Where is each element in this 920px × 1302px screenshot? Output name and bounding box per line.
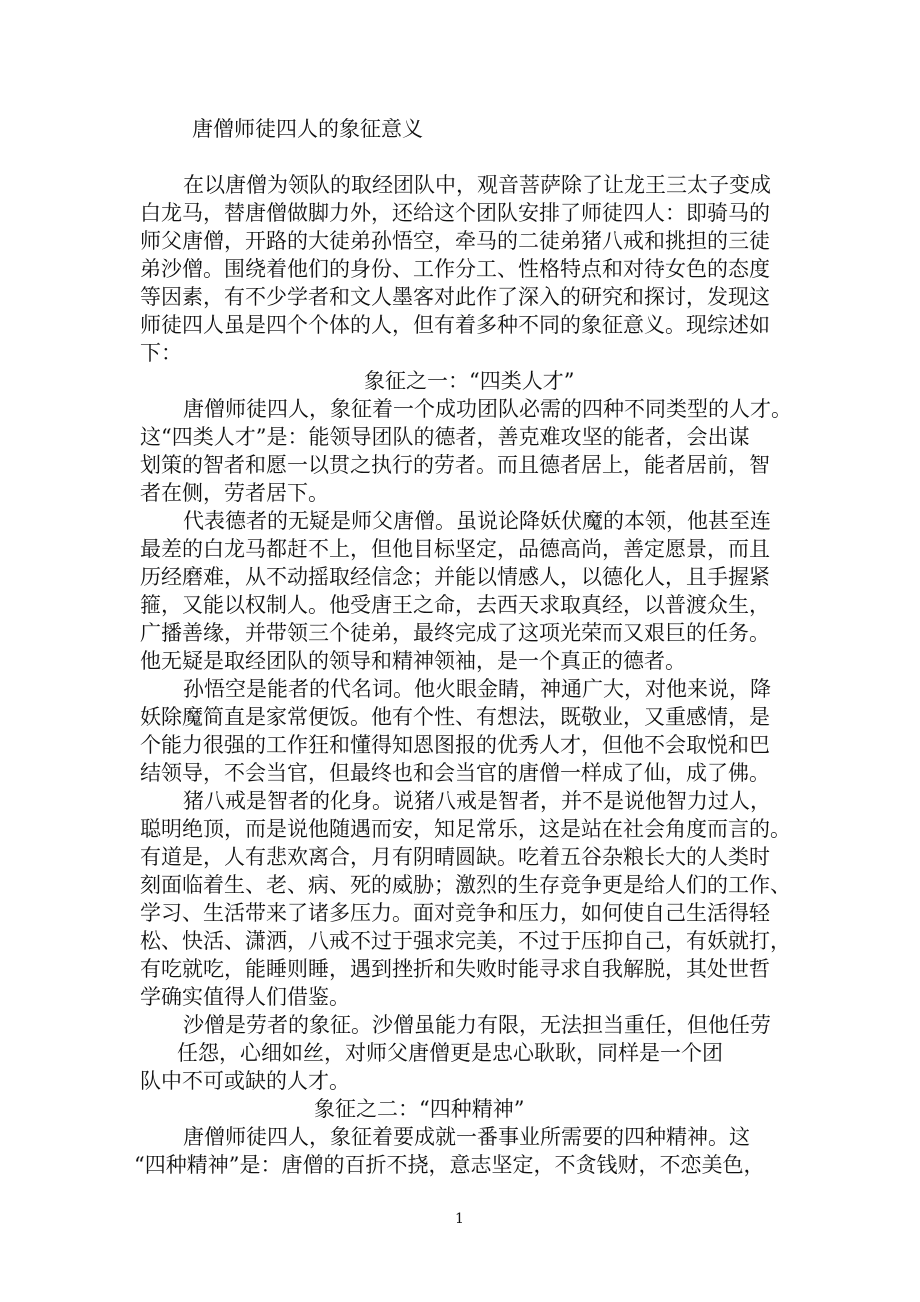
- text-line: 学习、生活带来了诸多压力。面对竞争和压力，如何使自己生活得轻: [140, 901, 770, 925]
- text-line: 松、快活、潇洒，八戒不过于强求完美，不过于压抑自己，有妖就打，: [140, 929, 791, 953]
- text-line: 师父唐僧，开路的大徒弟孙悟空，牵马的二徒弟猪八戒和挑担的三徒: [140, 229, 770, 253]
- text-line: 唐僧师徒四人，象征着一个成功团队必需的四种不同类型的人才。: [183, 397, 792, 421]
- text-line: 妖除魔简直是家常便饭。他有个性、有想法，既敬业，又重感情，是: [140, 705, 770, 729]
- text-line: 师徒四人虽是四个个体的人，但有着多种不同的象征意义。现综述如: [140, 313, 770, 337]
- text-line: 代表德者的无疑是师父唐僧。虽说论降妖伏魔的本领，他甚至连: [183, 509, 771, 533]
- text-line: “四种精神”是：唐僧的百折不挠，意志坚定，不贪钱财，不恋美色，: [134, 1153, 765, 1177]
- text-line: 结领导，不会当官，但最终也和会当官的唐僧一样成了仙，成了佛。: [140, 761, 770, 785]
- text-line: 广播善缘，并带领三个徒弟，最终完成了这项光荣而又艰巨的任务。: [140, 621, 770, 645]
- text-line: 有道是，人有悲欢离合，月有阴晴圆缺。吃着五谷杂粮长大的人类时: [140, 845, 770, 869]
- text-line: 下：: [140, 341, 182, 365]
- text-line: 队中不可或缺的人才。: [140, 1069, 350, 1093]
- text-line: 者在侧，劳者居下。: [140, 481, 329, 505]
- text-line: 唐僧师徒四人，象征着要成就一番事业所需要的四种精神。这: [183, 1125, 750, 1149]
- text-line: 弟沙僧。围绕着他们的身份、工作分工、性格特点和对待女色的态度: [140, 257, 770, 281]
- text-line: 个能力很强的工作狂和懂得知恩图报的优秀人才，但他不会取悦和巴: [140, 733, 770, 757]
- text-line: 白龙马，替唐僧做脚力外，还给这个团队安排了师徒四人：即骑马的: [140, 201, 770, 225]
- text-line: 聪明绝顶，而是说他随遇而安，知足常乐，这是站在社会角度而言的。: [140, 817, 791, 841]
- text-line: 在以唐僧为领队的取经团队中，观音菩萨除了让龙王三太子变成: [183, 173, 771, 197]
- text-line: 最差的白龙马都赶不上，但他目标坚定，品德高尚，善定愿景，而且: [140, 537, 770, 561]
- page-number: 1: [455, 1211, 464, 1227]
- text-line: 划策的智者和愿一以贯之执行的劳者。而且德者居上，能者居前，智: [140, 453, 770, 477]
- text-line: 箍，又能以权制人。他受唐王之命，去西天求取真经，以普渡众生，: [140, 593, 770, 617]
- text-line: 学确实值得人们借鉴。: [140, 985, 350, 1009]
- text-line: 这“四类人才”是：能领导团队的德者，善克难攻坚的能者，会出谋: [140, 425, 750, 449]
- text-line: 有吃就吃，能睡则睡，遇到挫折和失败时能寻求自我解脱，其处世哲: [140, 957, 770, 981]
- section-heading: 象征之二：“四种精神”: [314, 1097, 525, 1121]
- text-line: 刻面临着生、老、病、死的威胁；激烈的生存竞争更是给人们的工作、: [140, 873, 791, 897]
- text-line: 孙悟空是能者的代名词。他火眼金睛，神通广大，对他来说，降: [183, 677, 771, 701]
- text-line: 他无疑是取经团队的领导和精神领袖，是一个真正的德者。: [140, 649, 686, 673]
- text-line: 历经磨难，从不动摇取经信念；并能以情感人，以德化人，且手握紧: [140, 565, 770, 589]
- text-line: 等因素，有不少学者和文人墨客对此作了深入的研究和探讨，发现这: [140, 285, 770, 309]
- text-line: 沙僧是劳者的象征。沙僧虽能力有限，无法担当重任，但他任劳: [183, 1013, 771, 1037]
- document-title: 唐僧师徒四人的象征意义: [192, 117, 423, 141]
- section-heading: 象征之一：“四类人才”: [364, 369, 575, 393]
- text-line: 猪八戒是智者的化身。说猪八戒是智者，并不是说他智力过人，: [183, 789, 771, 813]
- text-line: 任怨，心细如丝，对师父唐僧更是忠心耿耿，同样是一个团: [177, 1041, 723, 1065]
